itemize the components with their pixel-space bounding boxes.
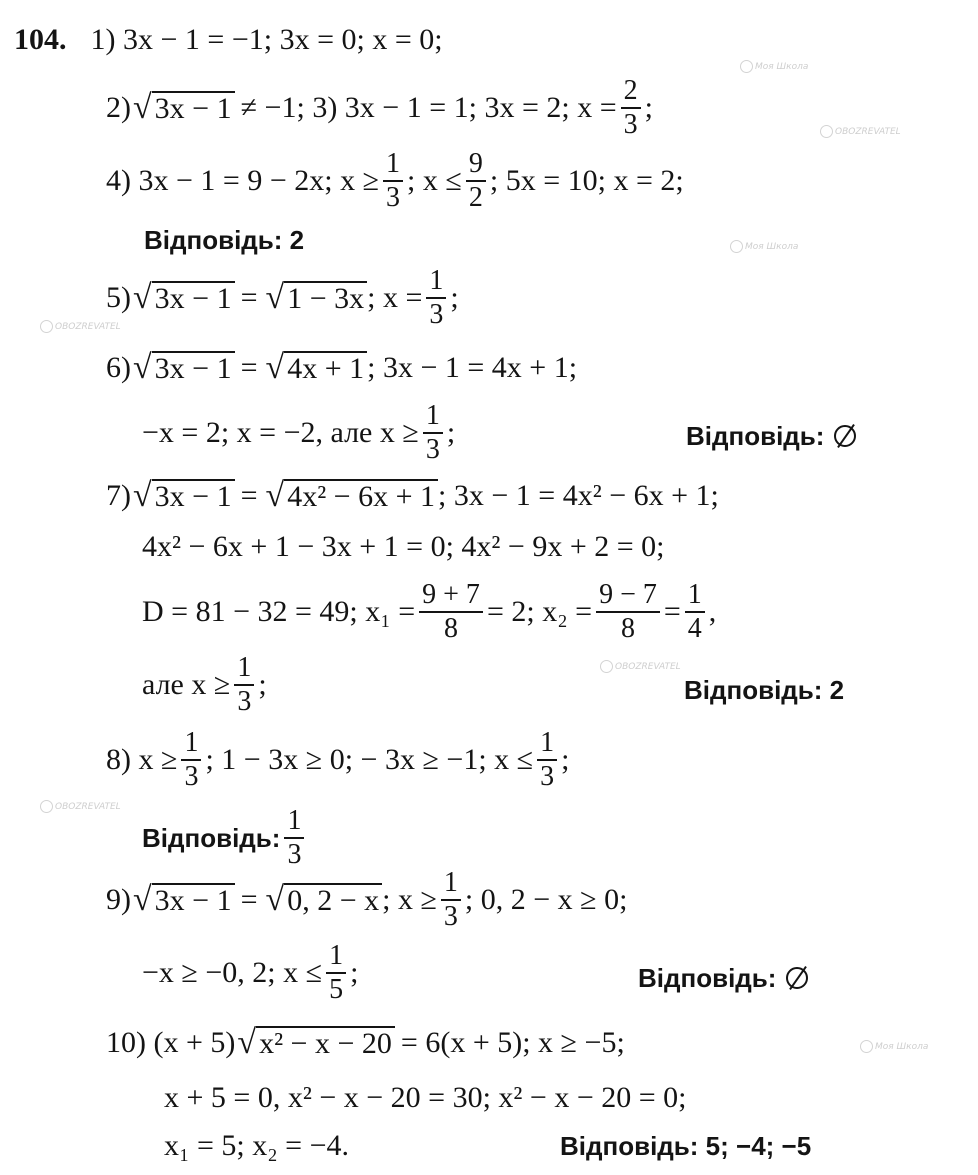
answer-7: Відповідь: 2 bbox=[684, 675, 845, 705]
sqrt: √ 4x² − 6x + 1 bbox=[266, 479, 439, 513]
line-7b: 4x² − 6x + 1 − 3x + 1 = 0; 4x² − 9x + 2 = 0; bbox=[142, 530, 665, 563]
answer-4: Відповідь: 2 bbox=[144, 225, 305, 255]
line-6b: −x = 2; x = −2, але x ≥ $\frac{1}{3}$ ; bbox=[142, 400, 456, 465]
sqrt: √ 0, 2 − x bbox=[266, 883, 383, 917]
line-10: 10) (x + 5) √ x² − x − 20 = 6(x + 5); x ≥ −5; bbox=[106, 1024, 625, 1061]
sqrt: √ 3x − 1 bbox=[133, 281, 235, 315]
fraction: $\frac{1}{3}$ bbox=[284, 807, 304, 869]
line-2: 2) √ 3x − 1 ≠ −1; 3) 3x − 1 = 1; 3x = 2; x = $\frac{2}{3}$ ; bbox=[106, 75, 653, 140]
answer-6: Відповідь: bbox=[686, 418, 856, 454]
line-7c: D = 81 − 32 = 49; x₁ = $\frac{9 + 7}{8}$ = 2; x₂ = $\frac{9 - 7}{8}$ = $\frac{1}{4}$ , bbox=[142, 579, 717, 644]
line-9b: −x ≥ −0, 2; x ≤ $\frac{1}{5}$ ; bbox=[142, 940, 359, 1005]
watermark-logo: Моя Школа bbox=[860, 1040, 928, 1053]
watermark-logo: Моя Школа bbox=[740, 60, 808, 73]
task-number: 104. bbox=[14, 23, 67, 56]
line-5: 5) √ 3x − 1 = √ 1 − 3x ; x = $\frac{1}{3}$ ; bbox=[106, 265, 459, 330]
watermark-logo: OBOZREVATEL bbox=[40, 800, 121, 813]
line-7: 7) √ 3x − 1 = √ 4x² − 6x + 1 ; 3x − 1 = 4x² − 6x + 1; bbox=[106, 477, 719, 514]
line-6: 6) √ 3x − 1 = √ 4x + 1 ; 3x − 1 = 4x + 1; bbox=[106, 349, 578, 386]
fraction: $\frac{1}{3}$ bbox=[537, 729, 557, 791]
watermark-logo: OBOZREVATEL bbox=[820, 125, 901, 138]
answer-10: Відповідь: 5; −4; −5 bbox=[560, 1131, 812, 1161]
watermark-logo: OBOZREVATEL bbox=[40, 320, 121, 333]
part-1: 1) 3x − 1 = −1; 3x = 0; x = 0; bbox=[90, 23, 443, 56]
fraction: $\frac{2}{3}$ bbox=[621, 77, 641, 139]
fraction: $\frac{1}{5}$ bbox=[326, 942, 346, 1004]
fraction: $\frac{1}{3}$ bbox=[234, 654, 254, 716]
fraction: $\frac{1}{3}$ bbox=[426, 267, 446, 329]
watermark-logo: Моя Школа bbox=[730, 240, 798, 253]
sqrt: √ 4x + 1 bbox=[266, 351, 368, 385]
watermark-logo: OBOZREVATEL bbox=[600, 660, 681, 673]
sqrt: √ x² − x − 20 bbox=[237, 1026, 395, 1060]
empty-set-icon bbox=[834, 425, 856, 447]
sqrt: √ 3x − 1 bbox=[133, 883, 235, 917]
line-8: 8) x ≥ $\frac{1}{3}$ ; 1 − 3x ≥ 0; − 3x ≥ −1; x ≤ $\frac{1}{3}$ ; bbox=[106, 727, 570, 792]
answer-8: Відповідь: $\frac{1}{3}$ bbox=[142, 820, 308, 856]
fraction: $\frac{1}{3}$ bbox=[441, 869, 461, 931]
empty-set-icon bbox=[786, 967, 808, 989]
sqrt: √ 3x − 1 bbox=[133, 351, 235, 385]
line-10b: x + 5 = 0, x² − x − 20 = 30; x² − x − 20 = 0; bbox=[164, 1081, 687, 1114]
fraction: $\frac{9}{2}$ bbox=[466, 150, 486, 212]
line-10c: x₁ = 5; x₂ = −4. bbox=[164, 1129, 350, 1162]
fraction: $\frac{1}{3}$ bbox=[181, 729, 201, 791]
fraction: $\frac{9 - 7}{8}$ bbox=[596, 581, 660, 643]
fraction: $\frac{1}{4}$ bbox=[685, 581, 705, 643]
line-7d: але x ≥ $\frac{1}{3}$ ; bbox=[142, 652, 267, 717]
answer-9: Відповідь: bbox=[638, 960, 808, 996]
line-4: 4) 3x − 1 = 9 − 2x; x ≥ $\frac{1}{3}$ ; x ≤ $\frac{9}{2}$ ; 5x = 10; x = 2; bbox=[106, 148, 684, 213]
sqrt: √ 3x − 1 bbox=[133, 91, 235, 125]
fraction: $\frac{1}{3}$ bbox=[423, 402, 443, 464]
fraction: $\frac{9 + 7}{8}$ bbox=[419, 581, 483, 643]
sqrt: √ 3x − 1 bbox=[133, 479, 235, 513]
line-1 bbox=[14, 22, 443, 58]
sqrt: √ 1 − 3x bbox=[266, 281, 368, 315]
fraction: $\frac{1}{3}$ bbox=[383, 150, 403, 212]
line-9: 9) √ 3x − 1 = √ 0, 2 − x ; x ≥ $\frac{1}{3}$ ; 0, 2 − x ≥ 0; bbox=[106, 867, 628, 932]
